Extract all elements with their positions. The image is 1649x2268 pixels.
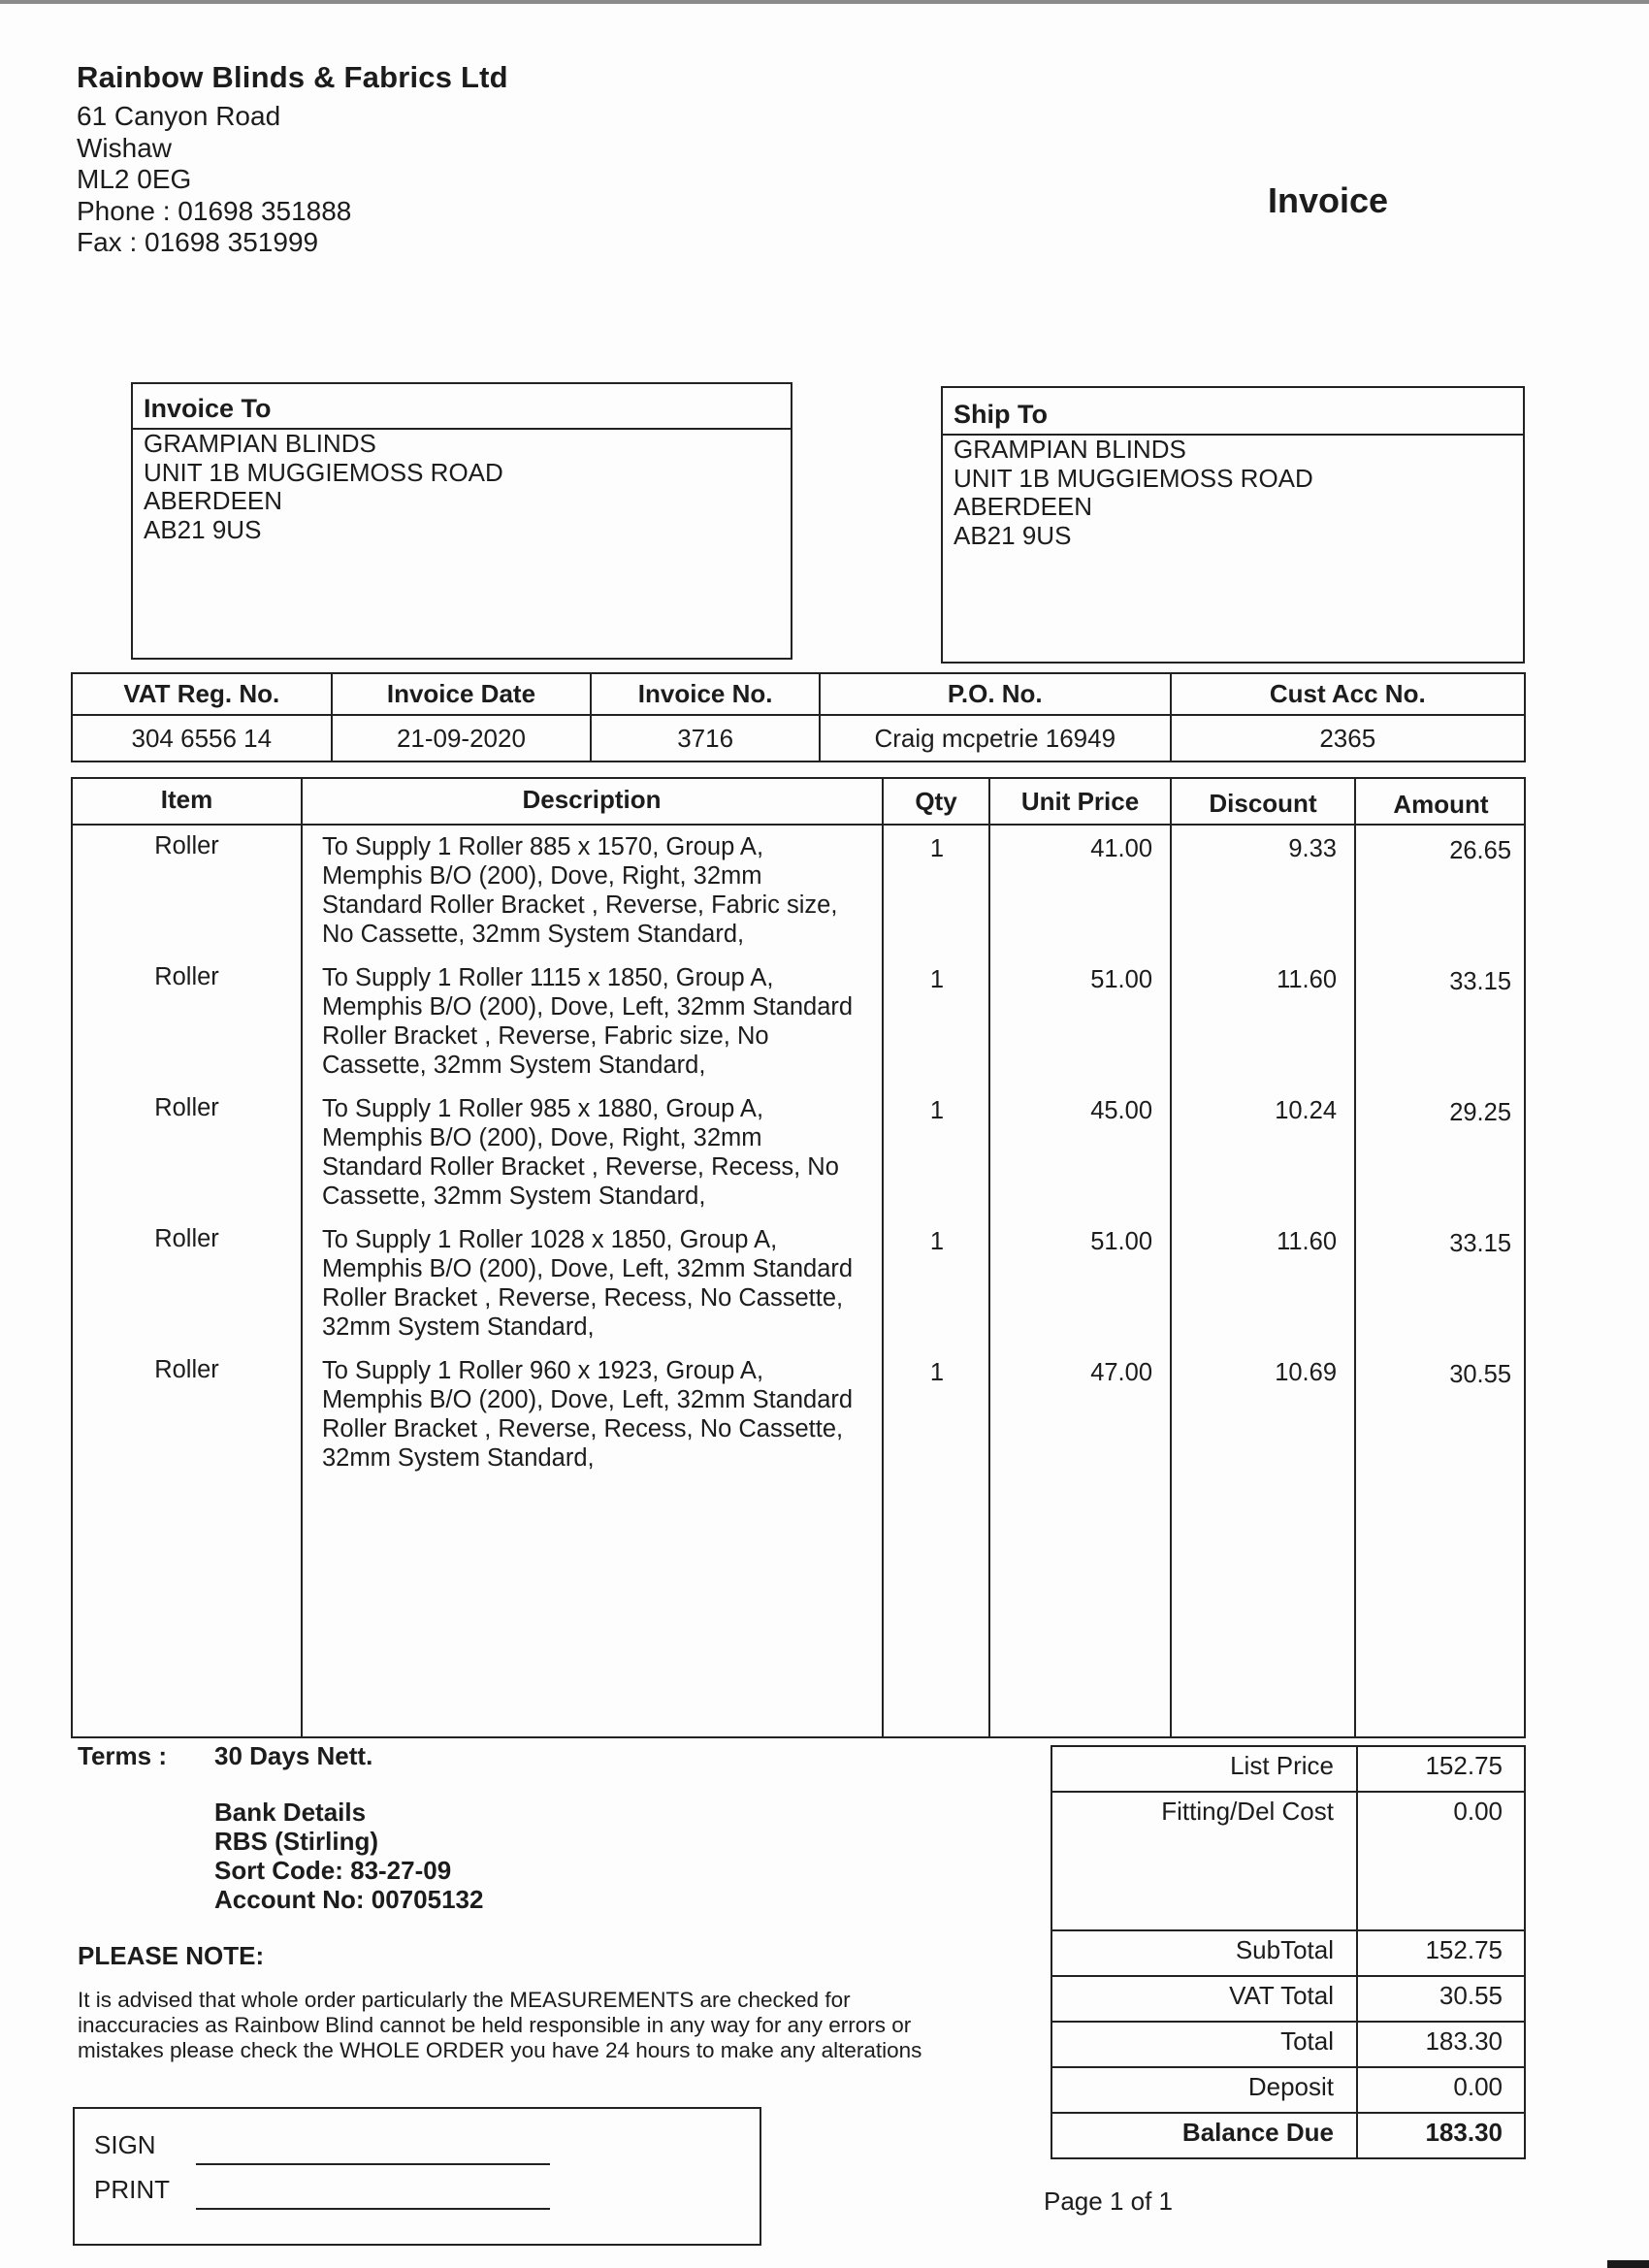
invoice-to-heading: Invoice To [133, 384, 791, 430]
address-line: ABERDEEN [144, 486, 283, 515]
company-address-line: ML2 0EG [77, 164, 192, 194]
description-line: Memphis B/O (200), Dove, Left, 32mm Standard [322, 1386, 854, 1413]
discount-header: Discount [1209, 789, 1317, 818]
item-unit-price: 51.00 [1090, 966, 1152, 993]
address-line: UNIT 1B MUGGIEMOSS ROAD [954, 463, 1313, 493]
address-line: AB21 9US [144, 514, 262, 544]
item-qty: 1 [929, 966, 945, 993]
balance-due-label: Balance Due [1051, 2113, 1357, 2158]
description-line: Standard Roller Bracket , Reverse, Fabric size, [322, 891, 838, 919]
item-unit-price: 45.00 [1090, 1097, 1152, 1124]
item-discount: 9.33 [1288, 835, 1337, 862]
totals-row [1051, 2113, 1525, 2158]
fitting-del-cost-value: 0.00 [1357, 1792, 1525, 1930]
note-line: inaccuracies as Rainbow Blind cannot be held responsible in any way for any errors or [78, 2013, 912, 2037]
item-description [322, 1225, 953, 1342]
company-phone: Phone : 01698 351888 [77, 195, 352, 226]
deposit-label: Deposit [1051, 2067, 1357, 2113]
description-line: Memphis B/O (200), Dove, Right, 32mm [322, 862, 762, 890]
company-address-line: 61 Canyon Road [77, 101, 281, 131]
description-line: 32mm System Standard, [322, 1313, 595, 1341]
po-no-value: Craig mcpetrie 16949 [820, 715, 1171, 761]
description-line: 32mm System Standard, [322, 1444, 595, 1472]
subtotal-label: SubTotal [1051, 1930, 1357, 1976]
description-line: To Supply 1 Roller 1028 x 1850, Group A, [322, 1226, 778, 1253]
description-line: Memphis B/O (200), Dove, Left, 32mm Standard [322, 1255, 854, 1282]
meta-value-row [72, 715, 1525, 761]
description-line: To Supply 1 Roller 885 x 1570, Group A, [322, 833, 764, 860]
item-type: Roller [154, 1225, 219, 1252]
item-discount: 10.69 [1275, 1359, 1337, 1386]
address-line: UNIT 1B MUGGIEMOSS ROAD [144, 457, 503, 487]
item-description [322, 1356, 953, 1473]
vat-reg-value: 304 6556 14 [72, 715, 332, 761]
cust-acc-value: 2365 [1171, 715, 1525, 761]
invoice-no-header: Invoice No. [591, 673, 820, 715]
sign-label: SIGN [94, 2130, 156, 2159]
description-line: Roller Bracket , Reverse, Recess, No Cassette, [322, 1284, 844, 1312]
unit-price-header: Unit Price [1020, 787, 1140, 816]
item-unit-price: 51.00 [1090, 1228, 1152, 1255]
cust-acc-header: Cust Acc No. [1171, 673, 1525, 715]
fitting-del-cost-label: Fitting/Del Cost [1051, 1792, 1357, 1930]
item-unit-price: 47.00 [1090, 1359, 1152, 1386]
item-discount: 10.24 [1275, 1097, 1337, 1124]
line-item-row [73, 1356, 1524, 1487]
invoice-date-value: 21-09-2020 [332, 715, 592, 761]
totals-row [1051, 1746, 1525, 1792]
item-qty: 1 [929, 1228, 945, 1255]
invoice-no-value: 3716 [591, 715, 820, 761]
document-title: Invoice [1268, 180, 1389, 220]
amount-header: Amount [1393, 790, 1489, 819]
totals-row [1051, 2067, 1525, 2113]
bank-details-heading: Bank Details [214, 1798, 367, 1827]
totals-row [1051, 1930, 1525, 1976]
meta-header-row [72, 673, 1525, 715]
bank-details [214, 1798, 483, 1914]
scan-artifact [1607, 2260, 1649, 2268]
item-type: Roller [154, 1094, 219, 1121]
terms-value: 30 Days Nett. [214, 1741, 373, 1770]
item-amount: 33.15 [1449, 1230, 1511, 1257]
item-discount: 11.60 [1277, 1228, 1337, 1255]
description-line: Memphis B/O (200), Dove, Left, 32mm Standard [322, 993, 854, 1021]
bank-name: RBS (Stirling) [214, 1827, 378, 1856]
address-line: AB21 9US [954, 520, 1072, 550]
company-name: Rainbow Blinds & Fabrics Ltd [77, 60, 508, 94]
account-number: Account No: 00705132 [214, 1885, 484, 1914]
item-type: Roller [154, 963, 219, 990]
vat-total-value: 30.55 [1357, 1976, 1525, 2022]
balance-due-value: 183.30 [1357, 2113, 1525, 2158]
description-line: To Supply 1 Roller 960 x 1923, Group A, [322, 1357, 764, 1384]
item-qty: 1 [929, 1097, 945, 1124]
list-price-label: List Price [1051, 1746, 1357, 1792]
description-line: Memphis B/O (200), Dove, Right, 32mm [322, 1124, 762, 1151]
total-label: Total [1051, 2022, 1357, 2067]
description-line: Standard Roller Bracket , Reverse, Recess, No [322, 1153, 839, 1181]
note-body [78, 1988, 1009, 2063]
description-line: Cassette, 32mm System Standard, [322, 1052, 706, 1079]
ship-to-box [941, 386, 1525, 664]
sort-code: Sort Code: 83-27-09 [214, 1856, 452, 1885]
invoice-to-address [133, 430, 791, 544]
item-discount: 11.60 [1277, 966, 1337, 993]
note-line: It is advised that whole order particularly the MEASUREMENTS are checked for [78, 1988, 851, 2012]
description-line: To Supply 1 Roller 1115 x 1850, Group A, [322, 964, 774, 991]
line-item-row [73, 1094, 1524, 1225]
description-line: Roller Bracket , Reverse, Fabric size, No [322, 1022, 769, 1050]
address-line: ABERDEEN [954, 492, 1093, 521]
list-price-value: 152.75 [1357, 1746, 1525, 1792]
item-amount: 26.65 [1449, 837, 1511, 864]
company-address-line: Wishaw [77, 132, 173, 163]
invoice-to-box [131, 382, 792, 660]
item-qty: 1 [929, 1359, 945, 1386]
print-field[interactable] [196, 2208, 550, 2210]
line-item-row [73, 1225, 1524, 1356]
item-unit-price: 41.00 [1090, 835, 1152, 862]
address-line: GRAMPIAN BLINDS [954, 435, 1186, 464]
description-line: To Supply 1 Roller 985 x 1880, Group A, [322, 1095, 764, 1122]
qty-header: Qty [915, 787, 957, 816]
totals-row [1051, 1792, 1525, 1930]
signature-box [73, 2107, 761, 2246]
totals-row [1051, 2022, 1525, 2067]
vat-total-label: VAT Total [1051, 1976, 1357, 2022]
ship-to-address [943, 436, 1523, 550]
note-heading: PLEASE NOTE: [78, 1941, 265, 1970]
sign-field[interactable] [196, 2163, 550, 2165]
description-line: Roller Bracket , Reverse, Recess, No Cassette, [322, 1415, 844, 1442]
totals-table [1051, 1745, 1526, 2159]
item-description [322, 963, 953, 1080]
item-type: Roller [154, 1356, 219, 1383]
total-value: 183.30 [1357, 2022, 1525, 2067]
subtotal-value: 152.75 [1357, 1930, 1525, 1976]
description-line: No Cassette, 32mm System Standard, [322, 921, 745, 948]
address-line: GRAMPIAN BLINDS [144, 429, 376, 458]
description-header: Description [522, 785, 662, 814]
item-qty: 1 [929, 835, 945, 862]
deposit-value: 0.00 [1357, 2067, 1525, 2113]
invoice-date-header: Invoice Date [332, 673, 592, 715]
line-item-row [73, 963, 1524, 1094]
print-label: PRINT [94, 2175, 170, 2204]
item-amount: 30.55 [1449, 1361, 1511, 1388]
description-line: Cassette, 32mm System Standard, [322, 1183, 706, 1210]
line-item-row [73, 832, 1524, 963]
header-divider [73, 824, 1524, 826]
totals-row [1051, 1976, 1525, 2022]
page-number: Page 1 of 1 [1044, 2187, 1173, 2216]
po-no-header: P.O. No. [820, 673, 1171, 715]
item-header: Item [160, 785, 213, 814]
item-amount: 33.15 [1449, 968, 1511, 995]
item-amount: 29.25 [1449, 1099, 1511, 1126]
company-fax: Fax : 01698 351999 [77, 227, 319, 257]
company-header [77, 60, 508, 259]
item-description [322, 832, 953, 949]
item-type: Roller [154, 832, 219, 859]
ship-to-heading: Ship To [943, 388, 1523, 436]
scan-edge [0, 0, 1649, 4]
item-description [322, 1094, 953, 1211]
invoice-meta-table [71, 672, 1526, 762]
vat-reg-header: VAT Reg. No. [72, 673, 332, 715]
line-items-table [71, 777, 1526, 1738]
note-line: mistakes please check the WHOLE ORDER you have 24 hours to make any alterations [78, 2038, 922, 2062]
terms-label: Terms : [78, 1741, 167, 1770]
